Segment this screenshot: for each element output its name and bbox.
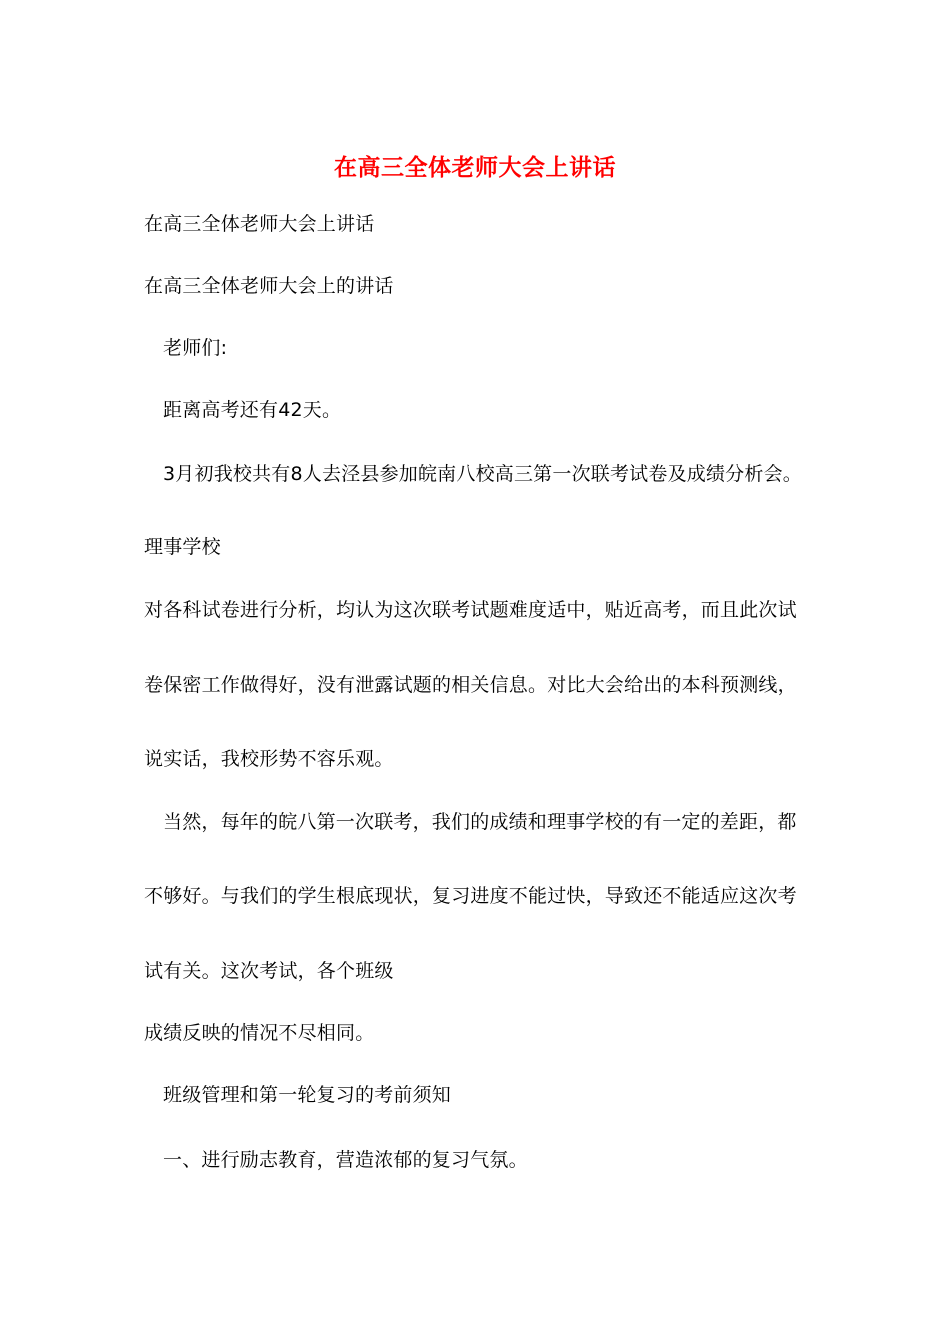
- text-line-paragraph: 成绩反映的情况不尽相同。: [144, 1022, 375, 1044]
- text-line-paragraph: 对各科试卷进行分析，均认为这次联考试题难度适中，贴近高考，而且此次试: [144, 599, 797, 621]
- text-line-paragraph: 说实话，我校形势不容乐观。: [144, 748, 394, 770]
- text-line-section-heading: 班级管理和第一轮复习的考前须知: [163, 1084, 452, 1106]
- text-line-paragraph: 试有关。这次考试，各个班级: [144, 960, 394, 982]
- text-line-paragraph: 卷保密工作做得好，没有泄露试题的相关信息。对比大会给出的本科预测线，: [144, 674, 797, 696]
- text-line-paragraph: 不够好。与我们的学生根底现状，复习进度不能过快，导致还不能适应这次考: [144, 885, 797, 907]
- text-line-paragraph: 理事学校: [144, 536, 221, 558]
- text-line-speech-title: 在高三全体老师大会上的讲话: [144, 275, 394, 297]
- text-line-paragraph: 当然，每年的皖八第一次联考，我们的成绩和理事学校的有一定的差距，都: [163, 811, 797, 833]
- text-line-paragraph: 3月初我校共有8人去泾县参加皖南八校高三第一次联考试卷及成绩分析会。: [163, 463, 802, 485]
- text-line-greeting: 老师们:: [163, 337, 228, 359]
- text-line-section-item: 一、进行励志教育，营造浓郁的复习气氛。: [163, 1149, 528, 1171]
- document-title: 在高三全体老师大会上讲话: [334, 154, 616, 181]
- text-line-countdown: 距离高考还有42天。: [163, 399, 342, 421]
- text-line-subtitle: 在高三全体老师大会上讲话: [144, 213, 375, 235]
